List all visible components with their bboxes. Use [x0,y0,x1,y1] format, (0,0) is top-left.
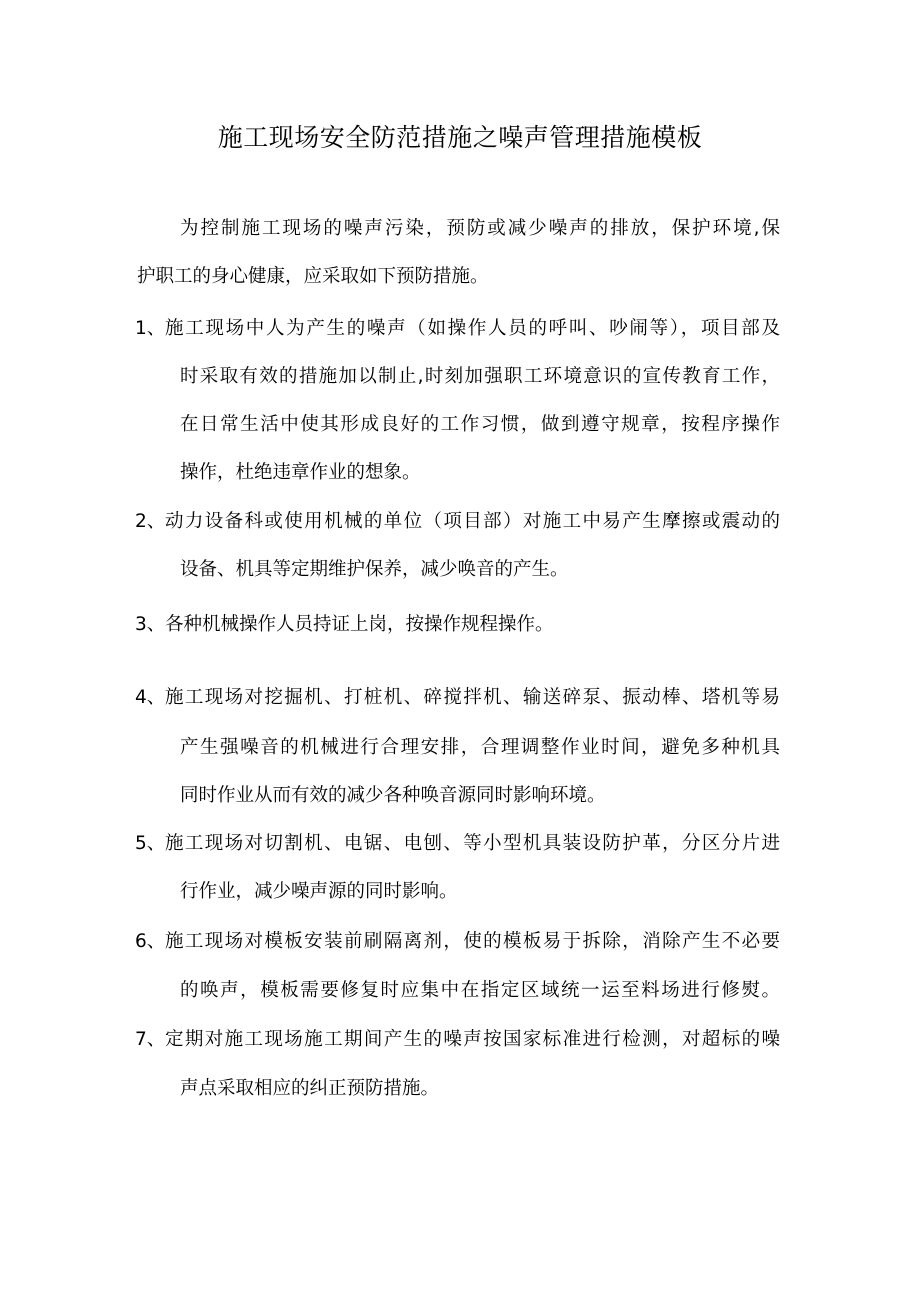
intro-line-2: 护职工的身心健康，应采取如下预防措施。 [137,266,489,287]
item-line: 时采取有效的措施加以制止,时刻加强职工环境意识的宣传教育工作， [180,366,780,387]
item-line: 的唤声，模板需要修复时应集中在指定区域统一运至料场进行修熨。 [180,980,780,1001]
item-line: 操作，杜绝违章作业的想象。 [180,462,421,483]
item-line: 动力设备科或使用机械的单位（项目部）对施工中易产生摩擦或震动的 [165,511,780,532]
item-line: 施工现场对模板安装前刷隔离剂，使的模板易于拆除，消除产生不必要 [165,931,780,952]
item-number: 3、 [135,614,166,635]
item-line: 施工现场中人为产生的噪声（如操作人员的呼叫、吵闹等），项目部及 [165,318,780,339]
item-line: 各种机械操作人员持证上岗，按操作规程操作。 [165,614,554,635]
item-number: 6、 [135,931,166,952]
item-line: 产生强噪音的机械进行合理安排，合理调整作业时间，避免多种机具 [180,737,780,758]
item-line: 施工现场对挖掘机、打桩机、碎搅拌机、输送碎泵、振动棒、塔机等易 [165,687,780,708]
item-line: 施工现场对切割机、电锯、电刨、等小型机具装设防护革，分区分片进 [165,833,780,854]
item-number: 4、 [135,687,166,708]
item-number: 5、 [135,833,166,854]
item-line: 在日常生活中使其形成良好的工作习惯，做到遵守规章，按程序操作 [180,414,780,435]
item-line: 行作业，减少噪声源的同时影响。 [180,881,458,902]
page-title: 施工现场安全防范措施之噪声管理措施模板 [217,123,703,152]
item-line: 设备、机具等定期维护保养，减少唤音的产生。 [180,559,569,580]
item-line: 声点采取相应的纠正预防措施。 [180,1078,440,1099]
item-line: 定期对施工现场施工期间产生的噪声按国家标准进行检测，对超标的噪 [165,1029,780,1050]
item-number: 2、 [135,511,166,532]
item-line: 同时作业从而有效的减少各种唤音源同时影响环境。 [180,785,606,806]
intro-line-1: 为控制施工现场的噪声污染，预防或减少噪声的排放，保护环境,保 [180,218,780,239]
item-number: 7、 [135,1029,166,1050]
item-number: 1、 [135,318,166,339]
